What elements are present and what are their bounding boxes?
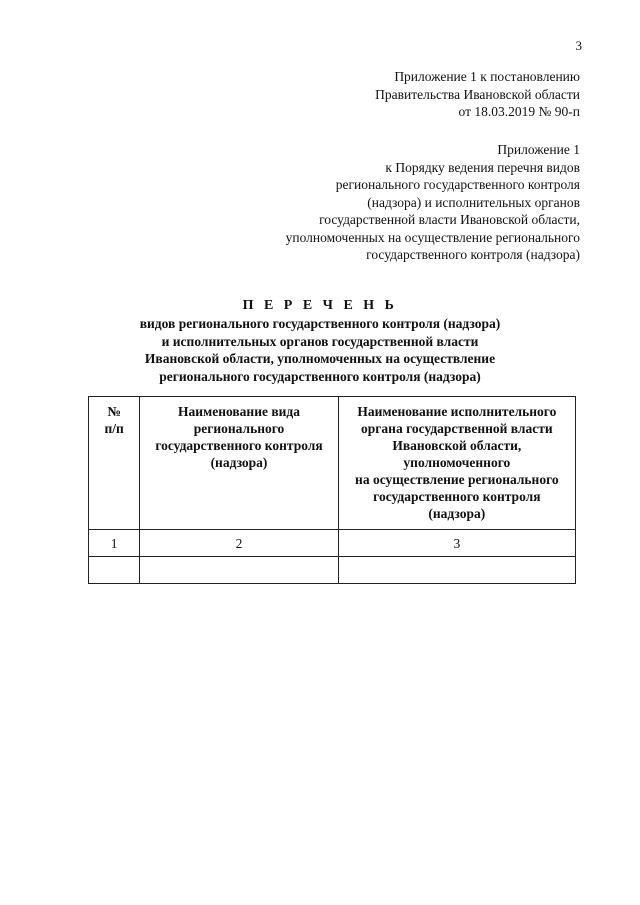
title-line: Ивановской области, уполномоченных на осуществление	[144, 351, 496, 366]
appendix-2-line: Приложение 1	[497, 142, 580, 157]
header-cell-control-type	[140, 397, 338, 530]
table-cell	[338, 557, 575, 584]
column-number-cell: 1	[89, 530, 140, 557]
appendix-1-line: Правительства Ивановской области	[375, 86, 580, 102]
title-heading: П Е Р Е Ч Е Н Ь	[242, 298, 398, 313]
header-cell-authority	[338, 397, 575, 530]
table-cell	[140, 557, 338, 584]
appendix-2-line: регионального государственного контроля	[335, 177, 580, 192]
appendix-1-line: от 18.03.2019 № 90-п	[458, 104, 580, 119]
header-text: государственного контроля	[155, 438, 323, 453]
appendix-2-line: к Порядку ведения перечня видов	[385, 159, 580, 175]
header-text: (надзора)	[210, 455, 268, 470]
header-text: государственного контроля	[373, 489, 541, 504]
title-line: регионального государственного контроля (надзора)	[159, 368, 481, 384]
header-text: регионального	[193, 421, 285, 436]
appendix-2-reference	[286, 141, 580, 264]
appendix-2-line: (надзора) и исполнительных органов	[367, 194, 580, 210]
appendix-2-line: государственной власти Ивановской области,	[319, 212, 580, 227]
appendix-2-line: уполномоченных на осуществление регионального	[285, 229, 580, 245]
header-text: Наименование исполнительного	[357, 404, 557, 419]
header-text: органа государственной власти	[361, 421, 553, 436]
table-cell	[89, 557, 140, 584]
appendix-1-reference	[375, 68, 580, 121]
register-table	[88, 396, 576, 584]
header-text: п/п	[104, 421, 124, 436]
table-header-row	[89, 397, 576, 530]
column-number-cell: 3	[338, 530, 575, 557]
title-line: видов регионального государственного контроля (надзора)	[139, 316, 501, 331]
page-number: 3	[575, 38, 582, 53]
title-line: и исполнительных органов государственной власти	[161, 333, 479, 349]
header-text: на осуществление регионального	[355, 472, 559, 487]
document-title	[0, 296, 640, 385]
appendix-2-line: государственного контроля (надзора)	[366, 247, 580, 262]
header-text: Ивановской области,	[392, 438, 522, 453]
header-text: уполномоченного	[403, 455, 511, 470]
header-text: (надзора)	[428, 506, 486, 521]
header-text: Наименование вида	[177, 404, 301, 419]
header-cell-number	[89, 397, 140, 530]
header-text: №	[107, 404, 121, 419]
appendix-1-line: Приложение 1 к постановлению	[394, 69, 580, 84]
column-number-row	[89, 530, 576, 557]
table-row	[89, 557, 576, 584]
column-number-cell: 2	[140, 530, 338, 557]
